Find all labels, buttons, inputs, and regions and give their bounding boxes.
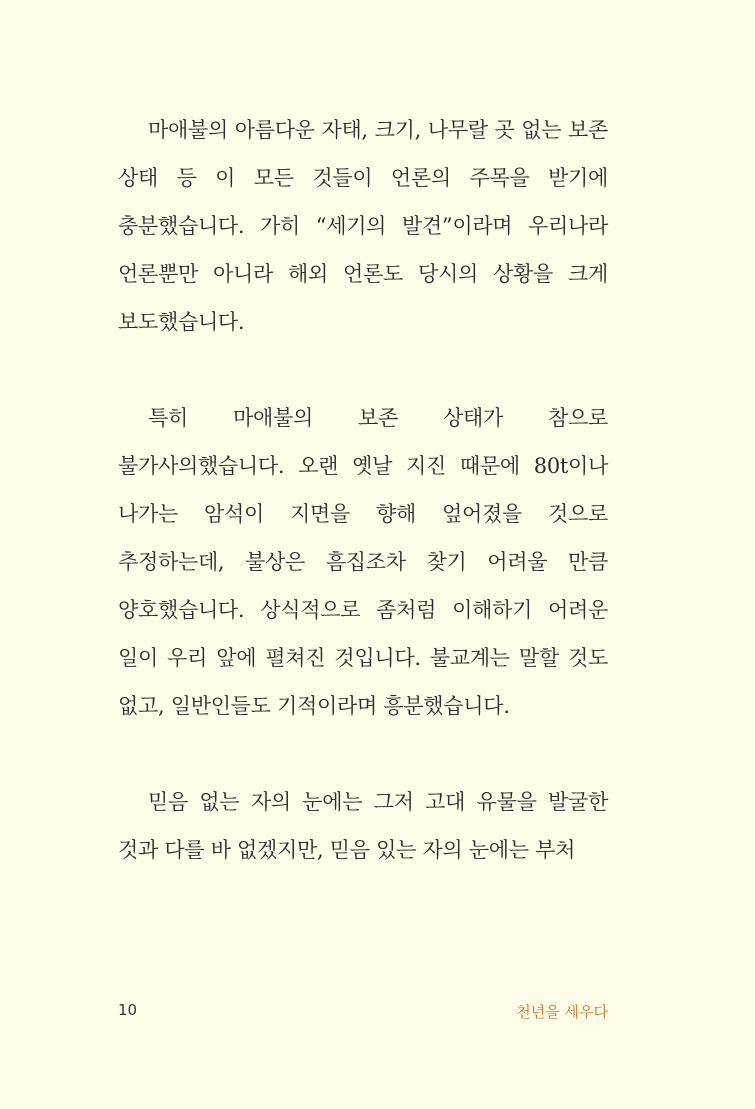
paragraph-spacer [118,346,608,394]
running-title: 천년을 세우다 [516,1003,608,1021]
paragraph: 특히 마애불의 보존 상태가 참으로 불가사의했습니다. 오랜 옛날 지진 때문에 80t이나 나가는 암석이 지면을 향해 엎어졌을 것으로 추정하는데, 불상은 흠집조차 찾기 어려울 만큼 양호했습니다. 상식적으로 좀처럼 이해하기 어려운 일이 우리 앞에 펼쳐진 것입니다. 불교계는 말할 것도 없고, 일반인들도 기적이라며 흥분했습니다. [118,406,608,718]
body-text [118,106,608,874]
page-footer [118,1001,608,1023]
paragraph: 마애불의 아름다운 자태, 크기, 나무랄 곳 없는 보존 상태 등 이 모든 것들이 언론의 주목을 받기에 충분했습니다. 가히 “세기의 발견”이라며 우리나라 언론뿐만 아니라 해외 언론도 당시의 상황을 크게 보도했습니다. [118,118,608,334]
paragraph: 믿음 없는 자의 눈에는 그저 고대 유물을 발굴한 것과 다를 바 없겠지만, 믿음 있는 자의 눈에는 부처 [118,790,608,862]
paragraph-spacer [118,730,608,778]
page-number: 10 [118,1001,138,1019]
